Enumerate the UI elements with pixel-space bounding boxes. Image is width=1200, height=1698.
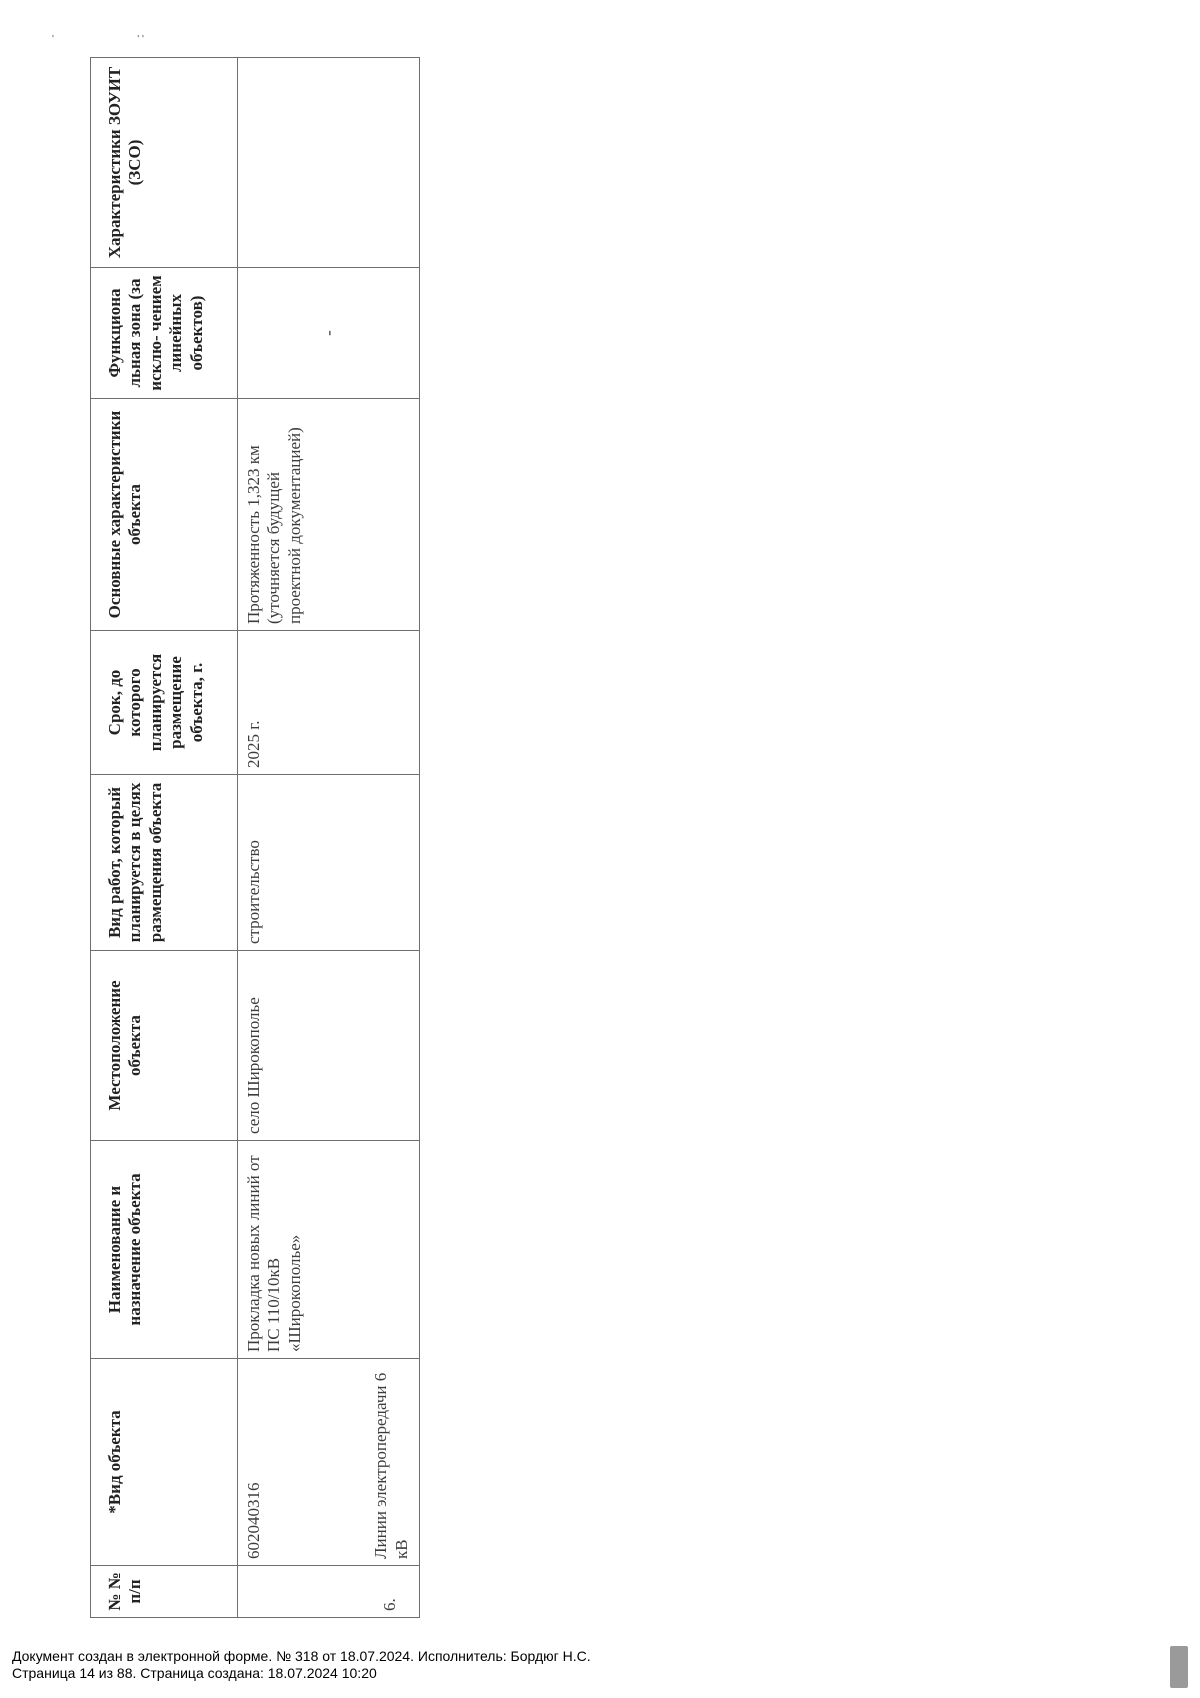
header-number: № № п/п [91, 1566, 238, 1618]
cell-name: Прокладка новых линий от ПС 110/10кВ «Широкополье» [238, 1141, 420, 1359]
table-row [238, 58, 420, 1618]
table-header-row [91, 58, 238, 1618]
emblem-icon [1170, 1646, 1188, 1688]
cell-works: строительство [238, 775, 420, 951]
kind-code: 602040316 [244, 1482, 263, 1559]
header-works: Вид работ, который планируется в целях размещения объекта [91, 775, 238, 951]
footer-line-1: Документ создан в электронной форме. № 318 от 18.07.2024. Исполнитель: Бордюг Н.С. [12, 1648, 591, 1664]
rotated-table-container [90, 58, 420, 1618]
cell-zone: - [238, 268, 420, 399]
cell-number [238, 1566, 420, 1618]
cell-location: село Широкополье [238, 951, 420, 1141]
document-footer [12, 1648, 591, 1682]
cell-kind [238, 1359, 420, 1566]
header-name: Наименование и назначение объекта [91, 1141, 238, 1359]
header-kind: *Вид объекта [91, 1359, 238, 1566]
header-deadline: Срок, до которого планируется размещение объекта, г. [91, 631, 238, 775]
cell-deadline: 2025 г. [238, 631, 420, 775]
cell-zouit [238, 58, 420, 268]
row-number: 6. [379, 1598, 399, 1611]
scan-marks: ' ' ' [52, 34, 144, 45]
footer-line-2: Страница 14 из 88. Страница создана: 18.07.2024 10:20 [12, 1665, 377, 1681]
header-zouit: Характеристики ЗОУИТ (ЗСО) [91, 58, 238, 268]
cell-characteristics: Протяженность 1,323 км (уточняется будущей проектной документацией) [238, 399, 420, 631]
header-zone: Функциона льная зона (за исклю- чением линейных объектов) [91, 268, 238, 399]
header-location: Местоположение объекта [91, 951, 238, 1141]
header-characteristics: Основные характеристики объекта [91, 399, 238, 631]
kind-name: Линии электропередачи 6 кВ [371, 1372, 411, 1559]
objects-table [90, 57, 420, 1618]
